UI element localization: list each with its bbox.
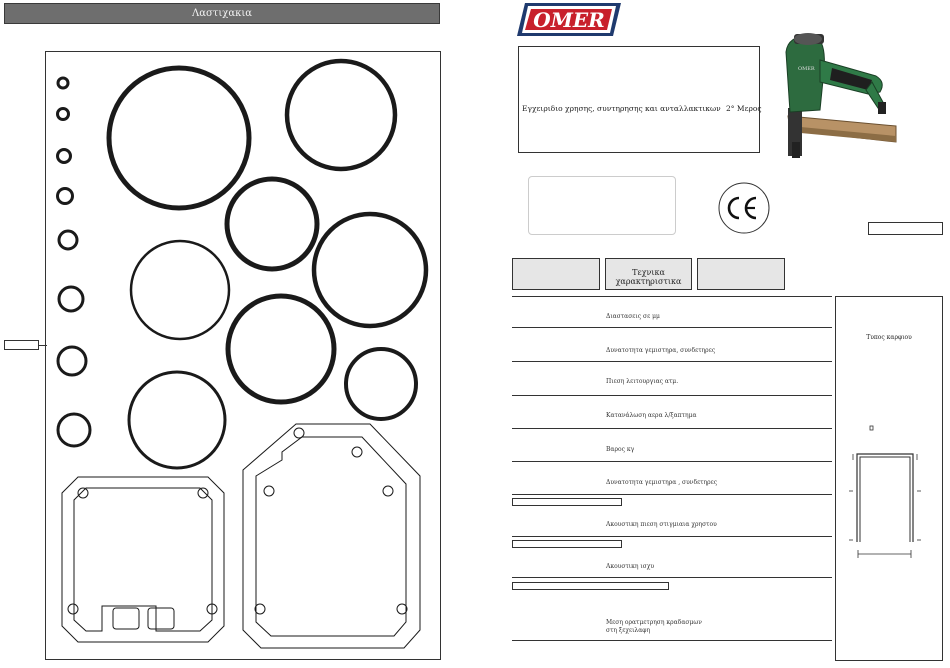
- spec-divider: [512, 494, 832, 495]
- spec-label-sound-power: Ακουστικη ισχυ: [606, 563, 655, 570]
- section-tab-1: [512, 258, 600, 290]
- spec-label-dimensions: Διαστασεις σε μμ: [606, 313, 660, 320]
- spec-divider: [512, 536, 832, 537]
- spec-label-pressure: Πιεση λειτουργιας ατμ.: [606, 378, 679, 385]
- o-ring-small-3: [58, 150, 71, 163]
- spec-subbox: [512, 582, 669, 590]
- o-ring-small-8: [58, 414, 90, 446]
- o-ring-small-2: [58, 109, 69, 120]
- o-ring-large-5: [131, 241, 229, 339]
- section-tab-technical: [605, 258, 692, 290]
- o-ring-large-1: [109, 68, 249, 208]
- o-ring-large-8: [129, 372, 225, 468]
- spec-divider: [512, 361, 832, 362]
- o-ring-small-6: [59, 287, 83, 311]
- spec-divider: [512, 395, 832, 396]
- spec-subbox: [512, 498, 622, 506]
- spec-label-magazine-2: Δυνατοτητα γεμιστηρα , συνδετηρες: [606, 479, 718, 486]
- o-ring-large-3: [227, 179, 317, 269]
- spec-label-vibration-2: στη ξεχειλαφη: [606, 627, 651, 634]
- spec-divider: [512, 640, 832, 641]
- o-ring-small-4: [58, 189, 73, 204]
- spec-divider: [512, 428, 832, 429]
- o-rings-diagram: [0, 0, 445, 668]
- stapler-tool-image: [768, 30, 900, 162]
- gasket-octagonal: [243, 424, 420, 648]
- fastener-type-label: Τυπος καρφιου: [866, 334, 912, 341]
- manual-title: Εγχειριδιο χρησης, συντηρησης και ανταλλακτικων: [522, 104, 721, 113]
- o-ring-small-5: [59, 231, 77, 249]
- manual-title-box: [518, 46, 760, 153]
- ce-mark-icon: [717, 181, 771, 235]
- spec-label-air-consumption: Κατανάλωση αερα λ/ξαπτημα: [606, 412, 697, 419]
- spec-divider: [512, 461, 832, 462]
- spec-label-sound-pressure: Ακουστικη πιεση στιγμιαια χρηστου: [606, 521, 717, 528]
- spec-label-magazine: Δυνατοτητα γεμιστηρα, συνδετηρες: [606, 347, 716, 354]
- o-ring-small-7: [58, 347, 86, 375]
- spec-label-weight: Βαρος κγ: [606, 446, 635, 453]
- o-ring-large-6: [228, 296, 334, 402]
- logo-text: OMER: [533, 8, 605, 32]
- o-ring-large-4: [314, 214, 426, 326]
- spec-label-vibration: Μεση ορατμετρηση κραδασμων: [606, 619, 702, 626]
- model-code-box: [868, 222, 943, 235]
- gasket-rectangular: [62, 477, 224, 642]
- spec-divider: [512, 296, 832, 297]
- o-ring-small-1: [58, 78, 68, 88]
- o-ring-large-2: [287, 61, 395, 169]
- section-tab-technical-label: Τεχνικα χαρακτηριστικα: [615, 268, 682, 286]
- o-ring-large-7: [346, 349, 416, 419]
- page-header-title: Λαστιχακια: [192, 8, 252, 19]
- empty-label-box: [528, 176, 676, 235]
- staple-diagram: [835, 420, 943, 570]
- svg-text:OMER: OMER: [798, 66, 815, 72]
- spec-subbox: [512, 540, 622, 548]
- manual-part: 2° Μερος: [726, 104, 762, 113]
- omer-logo: [517, 2, 621, 37]
- section-tab-3: [697, 258, 785, 290]
- spec-divider: [512, 577, 832, 578]
- spec-divider: [512, 327, 832, 328]
